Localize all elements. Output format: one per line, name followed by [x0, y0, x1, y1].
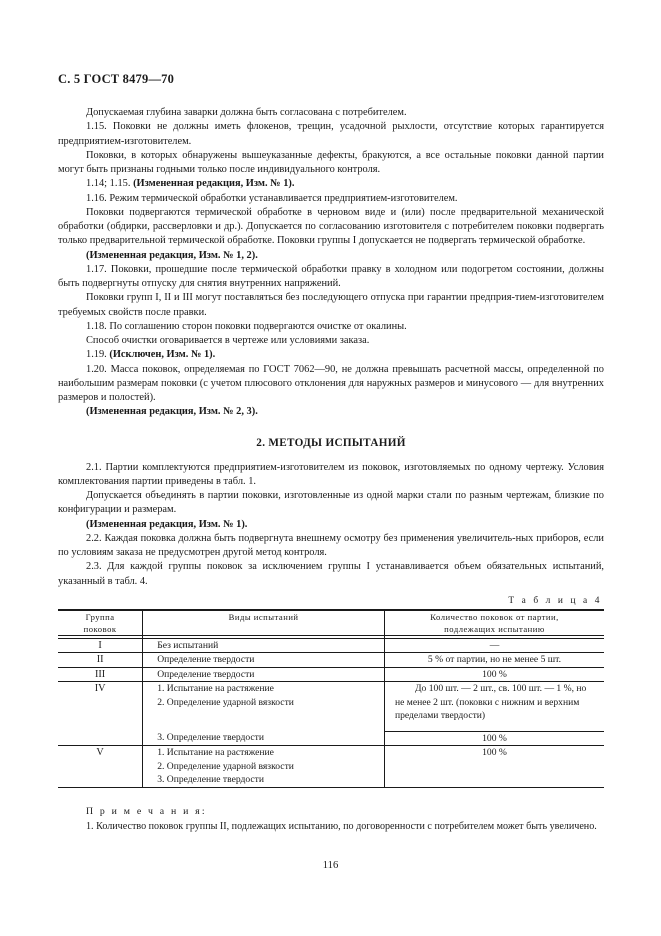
- kind-line: Определение твердости: [157, 668, 255, 680]
- table-row: [58, 746, 604, 788]
- cell-quantity: [384, 746, 604, 788]
- paragraph-1-20: 1.20. Масса поковок, определяемая по ГОСТ 7062—90, не должна превышать расчетной массы, определенной по наибольшим размерам поковки (с учетом плюсового отклонения для наружных размеров и минусового — для внутренних размеров и полостей).: [58, 363, 604, 403]
- paragraph-revision-1-2: [58, 249, 604, 263]
- section-spacer: [58, 420, 604, 437]
- paragraph-depth-welding: Допускаемая глубина заварки должна быть согласована с потребителем.: [86, 107, 407, 118]
- cell-group: III: [58, 667, 143, 682]
- test-scope-table: [58, 609, 604, 788]
- section-title-spacer: [58, 449, 604, 461]
- paragraph-2-1-merge: Допускается объединять в партии поковки, изготовленные из одной марки стали по разным чертежам, близкие по конфигурации и размерам.: [58, 490, 604, 516]
- revision-note: (Измененная редакция, Изм. № 1).: [86, 518, 248, 530]
- revision-note: (Измененная редакция, Изм. № 2, 3).: [86, 406, 258, 418]
- paragraph-revision-2-3: [58, 405, 604, 419]
- revision-note: (Исключен, Изм. № 1).: [109, 349, 216, 361]
- table-caption-spacer: [58, 589, 604, 596]
- cell-quantity: [384, 653, 604, 668]
- table-row: [58, 638, 604, 653]
- cell-kinds: [143, 667, 385, 682]
- page-number: 116: [322, 860, 339, 871]
- kind-line: 1. Испытание на растяжение: [157, 747, 274, 759]
- cell-quantity: [384, 667, 604, 682]
- paragraph-1-18: 1.18. По соглашению сторон поковки подвергаются очистке от окалины.: [86, 320, 407, 332]
- bottom-border-cell: [58, 787, 143, 788]
- page-header: С. 5 ГОСТ 8479—70: [58, 72, 175, 86]
- cell-kinds: [143, 731, 385, 746]
- paragraph-1-17: 1.17. Поковки, прошедшие после термической обработки правку в холодном или подогретом состоянии, должны быть подвергнуты отпуску для снятия внутренних напряжений.: [58, 263, 604, 289]
- revision-note: (Измененная редакция, Изм. № 1).: [133, 178, 295, 190]
- cell-kinds: [143, 653, 385, 668]
- table-header-group-line2: поковок: [83, 623, 117, 634]
- paragraph-revision-1: [58, 518, 604, 532]
- kind-line: 1. Испытание на растяжение: [157, 683, 274, 695]
- quantity-line: 100 %: [482, 732, 507, 744]
- paragraph-2-1: 2.1. Партии комплектуются предприятием-изготовителем из поковок, изготовляемых по одному чертежу. Условия комплектования партии приведены в табл. 1.: [58, 461, 604, 487]
- cell-kinds: [143, 638, 385, 653]
- paragraph-groups-1-2-3: Поковки групп I, II и III могут поставляться без последующего отпуска при гарантии предприя-тием-изготовителем требуемых свойств после правки.: [58, 292, 604, 318]
- cell-group: [58, 731, 143, 746]
- paragraph-1-16: 1.16. Режим термической обработки устанавливается предприятием-изготовителем.: [86, 192, 458, 204]
- table-header-group: [58, 610, 143, 636]
- cell-group: II: [58, 653, 143, 668]
- kind-line: 2. Определение ударной вязкости: [157, 760, 294, 772]
- note-item: 1. Количество поковок группы II, подлежащих испытанию, по договоренности с потребителем может быть увеличено.: [86, 820, 597, 832]
- cell-kinds: [143, 746, 385, 788]
- cell-filler: [157, 709, 384, 731]
- table-header-quantity-line1: Количество поковок от партии,: [430, 611, 559, 622]
- kind-line: Без испытаний: [157, 639, 219, 651]
- cell-quantity: [384, 731, 604, 746]
- paragraph-1-14-1-15-revision: [58, 177, 604, 191]
- table-row: [58, 653, 604, 668]
- paragraph-cleaning-method: Способ очистки оговаривается в чертеже или условиями заказа.: [86, 335, 370, 346]
- quantity-line: —: [489, 639, 500, 651]
- table-row-continuation: [58, 731, 604, 746]
- cell-group: IV: [58, 682, 143, 732]
- revision-note: (Измененная редакция, Изм. № 1, 2).: [86, 249, 258, 261]
- page-content: [58, 106, 604, 834]
- kind-line: Определение твердости: [157, 654, 255, 666]
- quantity-line: 5 % от партии, но не менее 5 шт.: [427, 654, 562, 666]
- table-header-quantity: [384, 610, 604, 636]
- kind-line: 2. Определение ударной вязкости: [157, 696, 294, 708]
- quantity-line: 100 %: [482, 747, 507, 759]
- table-header-quantity-line2: подлежащих испытанию: [444, 623, 545, 634]
- paragraph-defects: Поковки, в которых обнаружены вышеуказанные дефекты, бракуются, а все остальные поковки данной партии могут быть признаны годными только после индивидуального контроля.: [58, 149, 604, 175]
- revision-prefix: 1.14; 1.15.: [86, 178, 134, 190]
- notes-block: [58, 806, 604, 834]
- table-body: [58, 638, 604, 788]
- table-header-kinds: Виды испытаний: [143, 610, 385, 636]
- revision-prefix: 1.19.: [86, 349, 110, 361]
- section-title-methods: 2. МЕТОДЫ ИСПЫТАНИЙ: [256, 436, 406, 449]
- cell-kinds: [143, 682, 385, 732]
- table-header-group-line1: Группа: [85, 611, 115, 622]
- table-header-row: [58, 610, 604, 636]
- table-row: [58, 667, 604, 682]
- paragraph-2-3: 2.3. Для каждой группы поковок за исключением группы I устанавливается объем обязательных испытаний, указанный в табл. 4.: [58, 561, 604, 587]
- table-bottom-border: [58, 787, 604, 788]
- paragraph-1-15: 1.15. Поковки не должны иметь флокенов, трещин, усадочной рыхлости, отсутствие которых гарантируется предприятием-изготовителем.: [58, 121, 604, 147]
- kind-line: 3. Определение твердости: [157, 774, 264, 786]
- paragraph-1-19: [58, 348, 604, 362]
- quantity-line: 100 %: [482, 668, 507, 680]
- paragraph-heat-treatment: Поковки подвергаются термической обработке в черновом виде и (или) после предварительной механической обработки (обдирки, рассверловки и др.). Допускается по согласованию изготовителя с потребителем поковки подвергать только предварительной термической обработке. Поковки группы I допускается не подвергать термической обработке.: [58, 206, 604, 247]
- notes-title: П р и м е ч а н и я:: [86, 805, 207, 817]
- bottom-border-cell: [143, 787, 385, 788]
- cell-group: I: [58, 638, 143, 653]
- cell-group: V: [58, 746, 143, 788]
- cell-quantity: До 100 шт. — 2 шт., св. 100 шт. — 1 %, но не менее 2 шт. (поковки с нижним и верхним пределами твердости): [384, 682, 604, 732]
- table-caption: Т а б л и ц а 4: [508, 595, 602, 606]
- paragraph-2-2: 2.2. Каждая поковка должна быть подвергнута внешнему осмотру без применения увеличитель-ных приборов, если по условиям заказа не предусмотрен другой метод контроля.: [58, 532, 604, 558]
- bottom-border-cell: [384, 787, 604, 788]
- kind-line: 3. Определение твердости: [157, 732, 264, 744]
- cell-quantity: [384, 638, 604, 653]
- table-row: [58, 682, 604, 732]
- table-head: [58, 610, 604, 639]
